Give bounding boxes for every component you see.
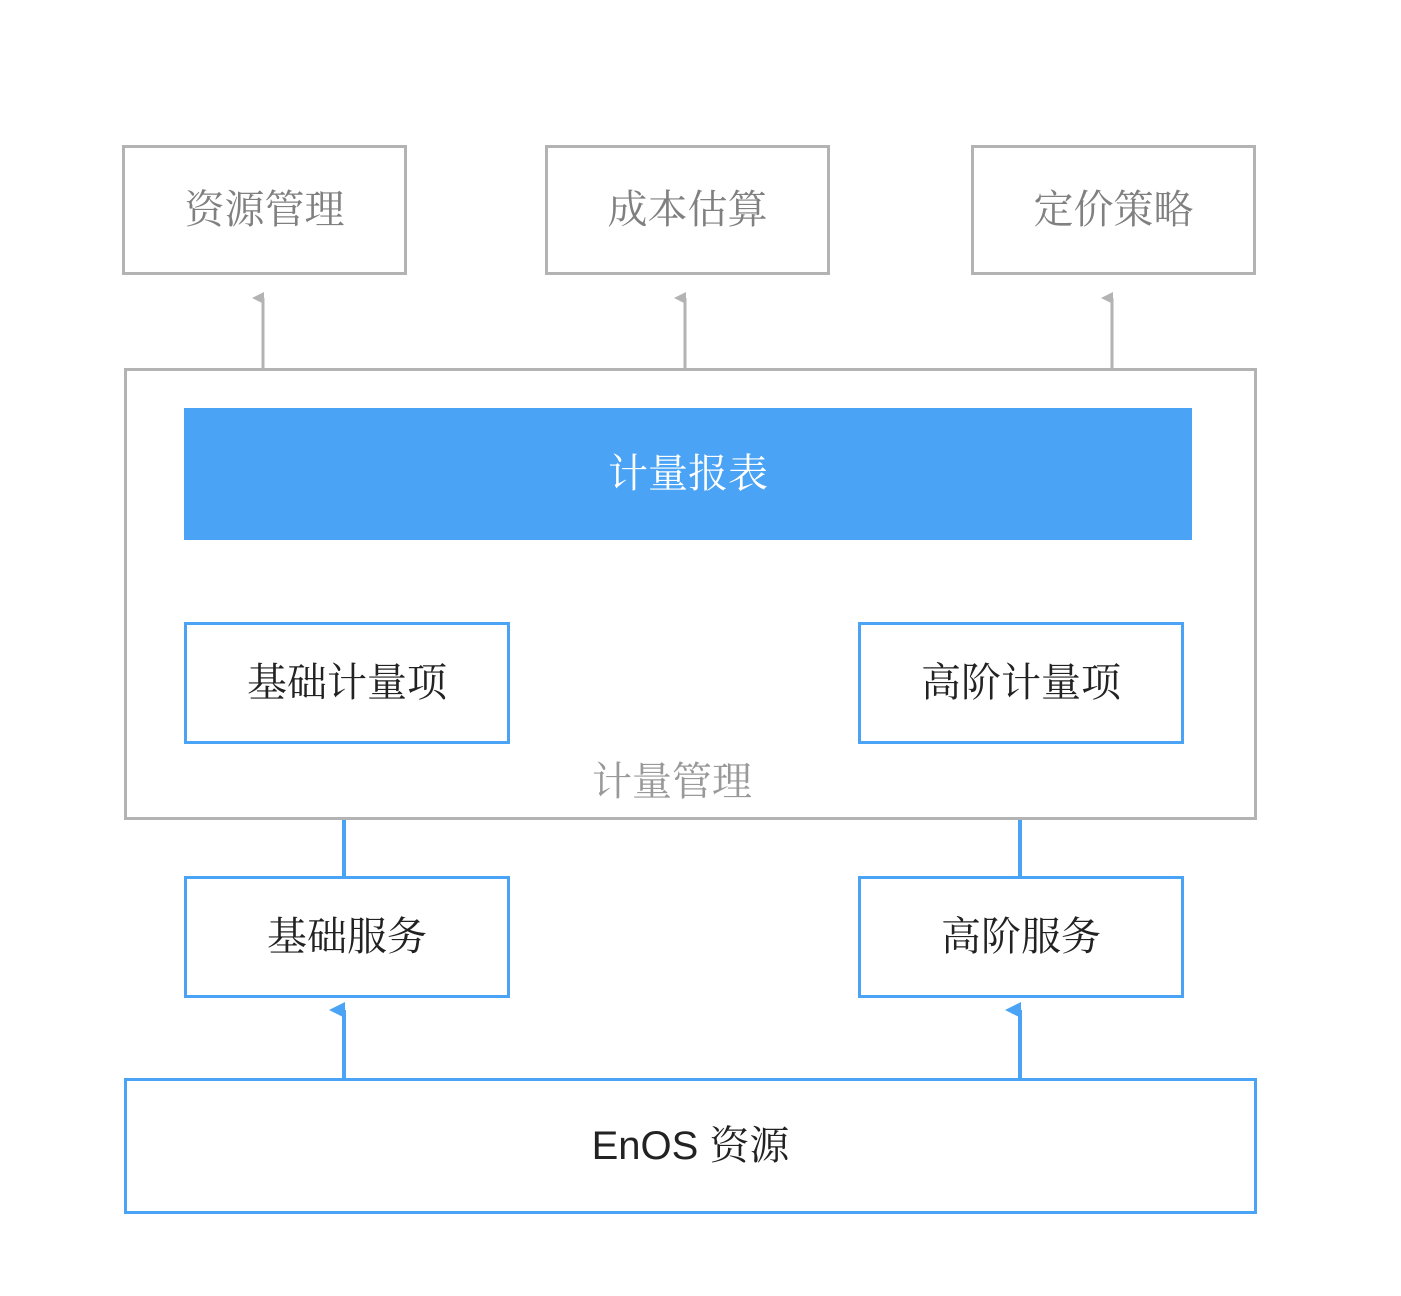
metering-management-group-label: 计量管理: [592, 760, 752, 804]
metering-report-bar-label: 计量报表: [608, 452, 768, 496]
top-box-pricing-strategy-label: 定价策略: [1033, 188, 1194, 232]
enos-resource-label: EnOS 资源: [591, 1124, 790, 1168]
top-box-pricing-strategy: [971, 145, 1256, 275]
basic-metering-item-label: 基础计量项: [247, 661, 447, 705]
advanced-service-label: 高阶服务: [941, 915, 1101, 959]
top-box-cost-estimation-label: 成本估算: [607, 188, 768, 232]
basic-service-box: [184, 876, 510, 998]
enos-resource-box: [124, 1078, 1257, 1214]
metering-report-bar: [184, 408, 1192, 540]
top-box-cost-estimation: [545, 145, 830, 275]
top-box-resource-management-label: 资源管理: [184, 188, 345, 232]
basic-service-label: 基础服务: [267, 915, 427, 959]
top-box-resource-management: [122, 145, 407, 275]
basic-metering-item-box: [184, 622, 510, 744]
advanced-metering-item-box: [858, 622, 1184, 744]
advanced-metering-item-label: 高阶计量项: [921, 661, 1121, 705]
advanced-service-box: [858, 876, 1184, 998]
